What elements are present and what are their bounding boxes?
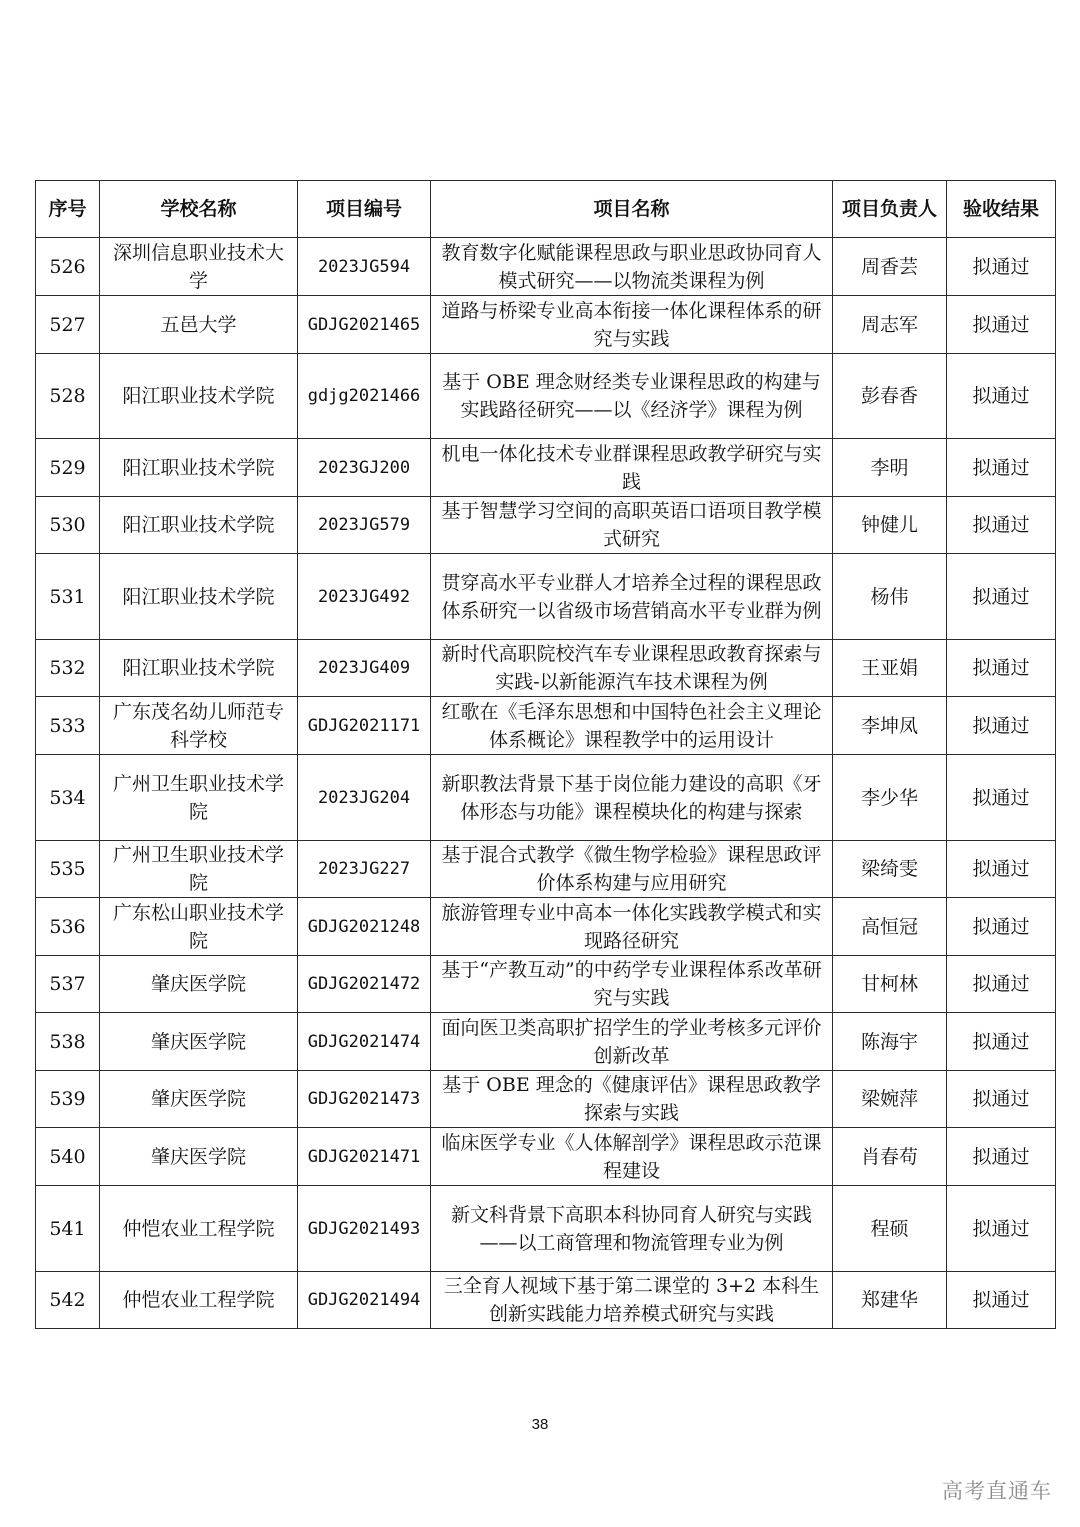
cell-project-leader: 肖春苟 xyxy=(833,1128,947,1186)
cell-school: 广东松山职业技术学院 xyxy=(100,898,298,956)
cell-project-title: 临床医学专业《人体解剖学》课程思政示范课程建设 xyxy=(431,1128,833,1186)
cell-project-code: GDJG2021493 xyxy=(298,1186,431,1272)
cell-project-title: 教育数字化赋能课程思政与职业思政协同育人模式研究——以物流类课程为例 xyxy=(431,238,833,296)
cell-project-leader: 李少华 xyxy=(833,755,947,841)
cell-seq: 536 xyxy=(36,898,100,956)
cell-school: 肇庆医学院 xyxy=(100,1013,298,1071)
cell-school: 广州卫生职业技术学院 xyxy=(100,755,298,841)
table-row xyxy=(36,497,1056,554)
cell-seq: 534 xyxy=(36,755,100,841)
table-row xyxy=(36,1272,1056,1329)
cell-acceptance-result: 拟通过 xyxy=(947,296,1056,354)
cell-project-title: 新时代高职院校汽车专业课程思政教育探索与实践-以新能源汽车技术课程为例 xyxy=(431,640,833,697)
table-body xyxy=(36,238,1056,1329)
cell-acceptance-result: 拟通过 xyxy=(947,898,1056,956)
cell-project-leader: 李明 xyxy=(833,439,947,497)
cell-seq: 532 xyxy=(36,640,100,697)
cell-project-title: 机电一体化技术专业群课程思政教学研究与实践 xyxy=(431,439,833,497)
header-leader: 项目负责人 xyxy=(833,181,947,238)
cell-project-title: 基于 OBE 理念的《健康评估》课程思政教学探索与实践 xyxy=(431,1071,833,1128)
cell-project-leader: 彭春香 xyxy=(833,354,947,439)
cell-project-leader: 周香芸 xyxy=(833,238,947,296)
cell-seq: 537 xyxy=(36,956,100,1013)
cell-seq: 542 xyxy=(36,1272,100,1329)
cell-acceptance-result: 拟通过 xyxy=(947,1128,1056,1186)
cell-acceptance-result: 拟通过 xyxy=(947,697,1056,755)
cell-seq: 529 xyxy=(36,439,100,497)
cell-project-code: 2023JG492 xyxy=(298,554,431,640)
cell-project-code: 2023GJ200 xyxy=(298,439,431,497)
page-number: 38 xyxy=(531,1416,549,1433)
cell-project-leader: 高恒冠 xyxy=(833,898,947,956)
cell-acceptance-result: 拟通过 xyxy=(947,640,1056,697)
cell-project-leader: 杨伟 xyxy=(833,554,947,640)
cell-project-leader: 李坤凤 xyxy=(833,697,947,755)
cell-project-code: GDJG2021248 xyxy=(298,898,431,956)
table-row xyxy=(36,439,1056,497)
cell-school: 肇庆医学院 xyxy=(100,1071,298,1128)
cell-project-code: 2023JG227 xyxy=(298,841,431,898)
cell-seq: 535 xyxy=(36,841,100,898)
cell-acceptance-result: 拟通过 xyxy=(947,238,1056,296)
cell-seq: 527 xyxy=(36,296,100,354)
cell-project-code: 2023JG204 xyxy=(298,755,431,841)
cell-school: 阳江职业技术学院 xyxy=(100,554,298,640)
watermark: 高考直通车 xyxy=(942,1479,1052,1503)
cell-project-title: 面向医卫类高职扩招学生的学业考核多元评价创新改革 xyxy=(431,1013,833,1071)
cell-project-leader: 陈海宇 xyxy=(833,1013,947,1071)
cell-project-leader: 梁绮雯 xyxy=(833,841,947,898)
cell-acceptance-result: 拟通过 xyxy=(947,841,1056,898)
cell-acceptance-result: 拟通过 xyxy=(947,956,1056,1013)
cell-seq: 528 xyxy=(36,354,100,439)
cell-project-title: 基于 OBE 理念财经类专业课程思政的构建与实践路径研究——以《经济学》课程为例 xyxy=(431,354,833,439)
project-acceptance-table xyxy=(35,180,1056,1329)
cell-project-leader: 甘柯林 xyxy=(833,956,947,1013)
cell-project-title: 新文科背景下高职本科协同育人研究与实践——以工商管理和物流管理专业为例 xyxy=(431,1186,833,1272)
cell-project-code: gdjg2021466 xyxy=(298,354,431,439)
cell-project-leader: 钟健儿 xyxy=(833,497,947,554)
cell-project-leader: 郑建华 xyxy=(833,1272,947,1329)
cell-project-code: GDJG2021494 xyxy=(298,1272,431,1329)
cell-acceptance-result: 拟通过 xyxy=(947,1186,1056,1272)
cell-project-leader: 梁婉萍 xyxy=(833,1071,947,1128)
table-row xyxy=(36,697,1056,755)
cell-seq: 541 xyxy=(36,1186,100,1272)
cell-seq: 531 xyxy=(36,554,100,640)
cell-seq: 540 xyxy=(36,1128,100,1186)
cell-school: 阳江职业技术学院 xyxy=(100,439,298,497)
cell-project-leader: 周志军 xyxy=(833,296,947,354)
cell-acceptance-result: 拟通过 xyxy=(947,554,1056,640)
cell-seq: 539 xyxy=(36,1071,100,1128)
cell-project-code: 2023JG594 xyxy=(298,238,431,296)
cell-seq: 530 xyxy=(36,497,100,554)
cell-project-title: 道路与桥梁专业高本衔接一体化课程体系的研究与实践 xyxy=(431,296,833,354)
header-code: 项目编号 xyxy=(298,181,431,238)
table-header-row xyxy=(36,181,1056,238)
cell-acceptance-result: 拟通过 xyxy=(947,354,1056,439)
table-row xyxy=(36,238,1056,296)
cell-project-code: GDJG2021465 xyxy=(298,296,431,354)
cell-school: 肇庆医学院 xyxy=(100,956,298,1013)
cell-seq: 526 xyxy=(36,238,100,296)
table-row xyxy=(36,956,1056,1013)
header-seq: 序号 xyxy=(36,181,100,238)
cell-project-title: 旅游管理专业中高本一体化实践教学模式和实现路径研究 xyxy=(431,898,833,956)
cell-acceptance-result: 拟通过 xyxy=(947,1013,1056,1071)
table-row xyxy=(36,1013,1056,1071)
cell-school: 深圳信息职业技术大学 xyxy=(100,238,298,296)
cell-school: 肇庆医学院 xyxy=(100,1128,298,1186)
cell-school: 广州卫生职业技术学院 xyxy=(100,841,298,898)
table-row xyxy=(36,1186,1056,1272)
cell-project-title: 基于混合式教学《微生物学检验》课程思政评价体系构建与应用研究 xyxy=(431,841,833,898)
cell-acceptance-result: 拟通过 xyxy=(947,755,1056,841)
cell-seq: 538 xyxy=(36,1013,100,1071)
cell-project-title: 新职教法背景下基于岗位能力建设的高职《牙体形态与功能》课程模块化的构建与探索 xyxy=(431,755,833,841)
cell-school: 阳江职业技术学院 xyxy=(100,354,298,439)
cell-acceptance-result: 拟通过 xyxy=(947,439,1056,497)
table-row xyxy=(36,354,1056,439)
cell-project-code: 2023JG579 xyxy=(298,497,431,554)
header-result: 验收结果 xyxy=(947,181,1056,238)
cell-project-code: GDJG2021171 xyxy=(298,697,431,755)
cell-acceptance-result: 拟通过 xyxy=(947,1272,1056,1329)
header-title: 项目名称 xyxy=(431,181,833,238)
cell-school: 仲恺农业工程学院 xyxy=(100,1272,298,1329)
table-row xyxy=(36,898,1056,956)
cell-project-title: 基于智慧学习空间的高职英语口语项目教学模式研究 xyxy=(431,497,833,554)
table-row xyxy=(36,841,1056,898)
table-row xyxy=(36,296,1056,354)
cell-project-code: GDJG2021474 xyxy=(298,1013,431,1071)
cell-project-code: GDJG2021473 xyxy=(298,1071,431,1128)
cell-acceptance-result: 拟通过 xyxy=(947,1071,1056,1128)
cell-project-title: 三全育人视域下基于第二课堂的 3+2 本科生创新实践能力培养模式研究与实践 xyxy=(431,1272,833,1329)
table-row xyxy=(36,755,1056,841)
cell-school: 仲恺农业工程学院 xyxy=(100,1186,298,1272)
cell-acceptance-result: 拟通过 xyxy=(947,497,1056,554)
table-row xyxy=(36,1128,1056,1186)
cell-school: 五邑大学 xyxy=(100,296,298,354)
cell-project-title: 红歌在《毛泽东思想和中国特色社会主义理论体系概论》课程教学中的运用设计 xyxy=(431,697,833,755)
cell-seq: 533 xyxy=(36,697,100,755)
header-school: 学校名称 xyxy=(100,181,298,238)
cell-project-title: 基于“产教互动”的中药学专业课程体系改革研究与实践 xyxy=(431,956,833,1013)
table-row xyxy=(36,1071,1056,1128)
table-row xyxy=(36,554,1056,640)
cell-school: 阳江职业技术学院 xyxy=(100,640,298,697)
cell-project-leader: 程硕 xyxy=(833,1186,947,1272)
cell-project-code: GDJG2021471 xyxy=(298,1128,431,1186)
table-row xyxy=(36,640,1056,697)
cell-project-title: 贯穿高水平专业群人才培养全过程的课程思政体系研究一以省级市场营销高水平专业群为例 xyxy=(431,554,833,640)
cell-school: 广东茂名幼儿师范专科学校 xyxy=(100,697,298,755)
cell-school: 阳江职业技术学院 xyxy=(100,497,298,554)
cell-project-code: GDJG2021472 xyxy=(298,956,431,1013)
cell-project-code: 2023JG409 xyxy=(298,640,431,697)
cell-project-leader: 王亚娟 xyxy=(833,640,947,697)
